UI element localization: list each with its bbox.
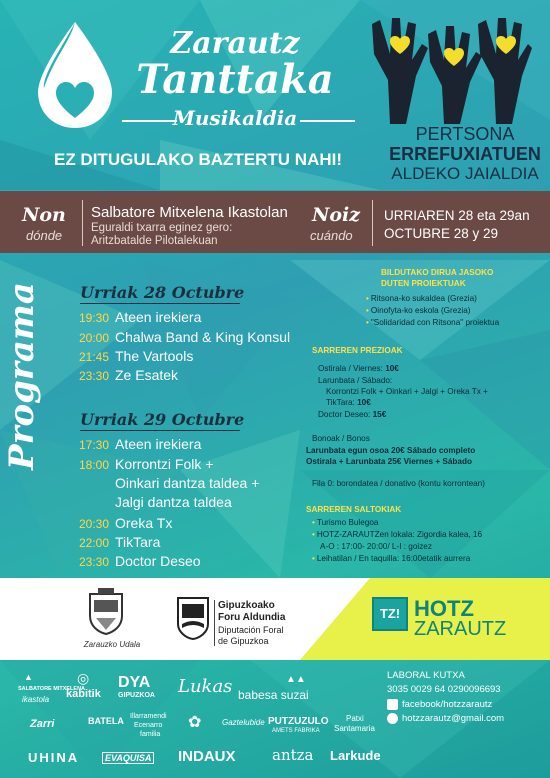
- gipuzkoa-divider: [214, 600, 215, 646]
- schedule-act: Ze Esatek: [115, 367, 179, 383]
- schedule-item: [79, 436, 201, 452]
- sale-point-text: Turismo Bulegoa: [316, 518, 379, 527]
- price-value: 10€: [357, 398, 371, 407]
- patxi-2: Santamaria: [334, 724, 375, 733]
- project-item: • Ritsona-ko sukaldea (Grezia): [366, 294, 477, 303]
- email-icon: [387, 713, 398, 724]
- gipuzkoa-shield-icon: [176, 596, 210, 640]
- schedule-item: [79, 534, 160, 550]
- price-tiktara: [326, 398, 371, 407]
- schedule-item: [79, 475, 259, 491]
- fila-zero: Fila 0: borondatea / donativo (kontu korrontean): [312, 479, 485, 488]
- projects-heading-2: DUTEN PROIEKTUAK: [381, 279, 466, 288]
- salbatore-sub: ikastola: [22, 695, 50, 704]
- kutxa-account: 3035 0029 64 0290096693: [387, 684, 501, 695]
- schedule-act: Oinkari dantza taldea +: [115, 475, 260, 491]
- salbatore-logo-text: ▲: [24, 672, 33, 682]
- swirl-logo-icon: ✿: [188, 714, 202, 731]
- schedule-act: Jalgi dantza taldea: [115, 494, 232, 510]
- zarautz-udala-caption: Zarauzko Udala: [83, 640, 141, 649]
- gipuzkoa-name-3: Diputación Foral: [218, 625, 284, 635]
- schedule-time: 20:00: [79, 331, 110, 345]
- schedule-time: 23:30: [79, 369, 110, 383]
- schedule-time: 22:00: [79, 536, 110, 550]
- sale-points-heading: SARREREN SALTOKIAK: [306, 505, 402, 514]
- sale-point: • Leihatilan / En taquilla: 16:00etatik aurrera: [312, 554, 471, 563]
- schedule-time: 19:30: [79, 311, 110, 325]
- salbatore-name: SALBATORE MITXELENA: [18, 686, 86, 692]
- price-saturday-acts: Korrontzi Folk + Oinkari + Jalgi + Oreka Tx +: [326, 387, 488, 396]
- bonos-heading: Bonoak / Bonos: [312, 434, 370, 443]
- schedule-act: Ateen irekiera: [115, 309, 202, 325]
- band-divider: [372, 200, 373, 246]
- price-value: 15€: [372, 410, 387, 419]
- dya-sub: GIPUZKOA: [118, 692, 155, 699]
- title-musikaldia: Musikaldia: [172, 106, 298, 130]
- schedule-act: Oreka Tx: [115, 515, 173, 531]
- schedule-time: 18:00: [79, 458, 110, 472]
- gipuzkoa-name-4: de Gipuzkoa: [218, 636, 269, 646]
- price-label: TikTara:: [326, 398, 355, 407]
- antza-logo-text: antza: [272, 746, 314, 764]
- title-zarautz: Zarautz: [170, 26, 300, 61]
- project-text: "Solidaridad con Ritsona" proiektua: [370, 318, 500, 327]
- kabitik-icon: ◎: [77, 670, 90, 686]
- patxi-1: Patxi: [346, 714, 364, 723]
- zarri-logo-text: Zarri: [30, 718, 55, 730]
- day2-rule: [80, 430, 240, 431]
- where-label-es: dónde: [26, 228, 63, 243]
- zarautz-logo-text: ZARAUTZ: [414, 618, 507, 640]
- project-text: Oinofyta-ko eskola (Grezia): [370, 306, 471, 315]
- schedule-time: 23:30: [79, 555, 110, 569]
- venue-note-1: Eguraldi txarra eginez gero:: [91, 222, 233, 234]
- drop-heart-logo-icon: [30, 18, 120, 130]
- price-value: 10€: [385, 364, 399, 373]
- when-label-es: cuándo: [310, 228, 353, 243]
- dya-logo-text: DYA: [118, 674, 151, 691]
- illarramendi-2: Ecenarro: [134, 722, 163, 729]
- project-item: • "Solidaridad con Ritsona" proiektua: [366, 318, 500, 327]
- event-subtitle-line1: PERTSONA: [415, 124, 515, 144]
- programa-label: Programa: [2, 282, 42, 470]
- schedule-act: TikTara: [115, 534, 161, 550]
- tz-logo-text: TZ!: [379, 606, 401, 621]
- larkude-logo-text: Larkude: [330, 748, 381, 763]
- email-link[interactable]: hotzzarautz@gmail.com: [402, 713, 505, 724]
- price-doctor-deseo: [318, 410, 386, 419]
- day2-title: Urriak 29 Octubre: [80, 410, 245, 429]
- where-label: Non: [22, 204, 66, 226]
- babesa-logo-text: babesa suzai: [238, 688, 309, 702]
- schedule-item: [79, 348, 193, 364]
- sale-point-text: Leihatilan / En taquilla: 16:00etatik aurrera: [316, 554, 471, 563]
- venue-note-2: Aritzbatalde Pilotalekuan: [91, 235, 218, 247]
- bono-2: Ostirala + Larunbata 25€ Viernes + Sábado: [306, 457, 472, 466]
- band-divider: [82, 200, 83, 246]
- evaquisa-logo-text: EVAQUISA: [102, 752, 154, 764]
- indaux-logo-text: INDAUX: [178, 748, 236, 765]
- sale-point: • HOTZ-ZARAUTZen lokala: Zigordia kalea, 16: [312, 530, 483, 539]
- putzuzulo-logo-text: PUTZUZULO: [268, 716, 329, 727]
- kutxa-label: LABORAL KUTXA: [387, 670, 465, 681]
- raised-hands-hearts-icon: [362, 14, 532, 124]
- projects-heading: BILDUTAKO DIRUA JASOKO: [381, 268, 494, 277]
- event-subtitle-line3: ALDEKO JAIALDIA: [391, 164, 539, 183]
- zarautz-crest-icon: [84, 588, 128, 636]
- title-rule-right: [300, 120, 355, 122]
- schedule-time: 20:30: [79, 517, 110, 531]
- gaztelubide-logo-text: Gaztelubide: [222, 718, 265, 727]
- gipuzkoa-name-2: Foru Aldundia: [218, 612, 286, 623]
- batela-logo-text: BATELA: [88, 716, 124, 726]
- schedule-item: [79, 329, 290, 345]
- facebook-icon: [387, 699, 398, 710]
- schedule-act: The Vartools: [115, 348, 194, 364]
- price-label: Doctor Deseo:: [318, 410, 371, 419]
- schedule-act: Korrontzi Folk +: [115, 456, 214, 472]
- facebook-link[interactable]: facebook/hotzzarautz: [402, 699, 493, 710]
- schedule-time: 21:45: [79, 350, 110, 364]
- event-dates-es: OCTUBRE 28 y 29: [384, 226, 499, 241]
- hotz-logo-text: HOTZ: [414, 596, 474, 621]
- schedule-item: [79, 367, 178, 383]
- lukas-logo-text: Lukas: [178, 676, 233, 697]
- venue-name: Salbatore Mitxelena Ikastolan: [91, 204, 288, 221]
- gipuzkoa-name-1: Gipuzkoako: [218, 600, 275, 611]
- illarramendi-3: familia: [140, 731, 161, 738]
- price-label: Ostirala / Viernes:: [318, 364, 383, 373]
- schedule-act: Doctor Deseo: [115, 553, 201, 569]
- uhina-logo-text: UHINA: [28, 750, 80, 765]
- project-item: • Oinofyta-ko eskola (Grezia): [366, 306, 471, 315]
- tz-logo: [372, 597, 408, 631]
- schedule-item: [79, 494, 232, 510]
- day1-rule: [80, 303, 240, 304]
- schedule-act: Ateen irekiera: [115, 436, 202, 452]
- illarramendi-1: Illarramendi: [130, 713, 167, 720]
- sale-point: • Turismo Bulegoa: [312, 518, 379, 527]
- sale-point-text: HOTZ-ZARAUTZen lokala: Zigordia kalea, 16: [316, 530, 483, 539]
- day1-title: Urriak 28 Octubre: [80, 283, 245, 302]
- when-label: Noiz: [312, 204, 361, 226]
- project-text: Ritsona-ko sukaldea (Grezia): [370, 294, 477, 303]
- schedule-time: 17:30: [79, 438, 110, 452]
- putzuzulo-sub: AMETS FABRIKA: [272, 728, 320, 734]
- sale-hours: A-O : 17:00- 20:00/ L-I : goizez: [320, 542, 432, 551]
- event-subtitle-line2: ERREFUXIATUEN: [389, 144, 541, 164]
- schedule-item: [79, 553, 201, 569]
- babesa-icon: ▲▲: [286, 674, 306, 685]
- prices-heading: SARREREN PREZIOAK: [312, 346, 403, 355]
- schedule-item: [79, 515, 172, 531]
- bono-1: Larunbata egun osoa 20€ Sábado completo: [306, 446, 476, 455]
- price-saturday-label: Larunbata / Sábado:: [318, 376, 393, 385]
- event-dates-eu: URRIAREN 28 eta 29an: [384, 208, 530, 223]
- schedule-act: Chalwa Band & King Konsul: [115, 329, 291, 345]
- schedule-item: [79, 456, 213, 472]
- schedule-item: [79, 309, 201, 325]
- title-tanttaka: Tanttaka: [136, 56, 334, 103]
- slogan: EZ DITUGULAKO BAZTERTU NAHI!: [53, 150, 343, 169]
- kabitik-logo-text: kabitik: [66, 688, 101, 700]
- price-friday: [318, 364, 399, 373]
